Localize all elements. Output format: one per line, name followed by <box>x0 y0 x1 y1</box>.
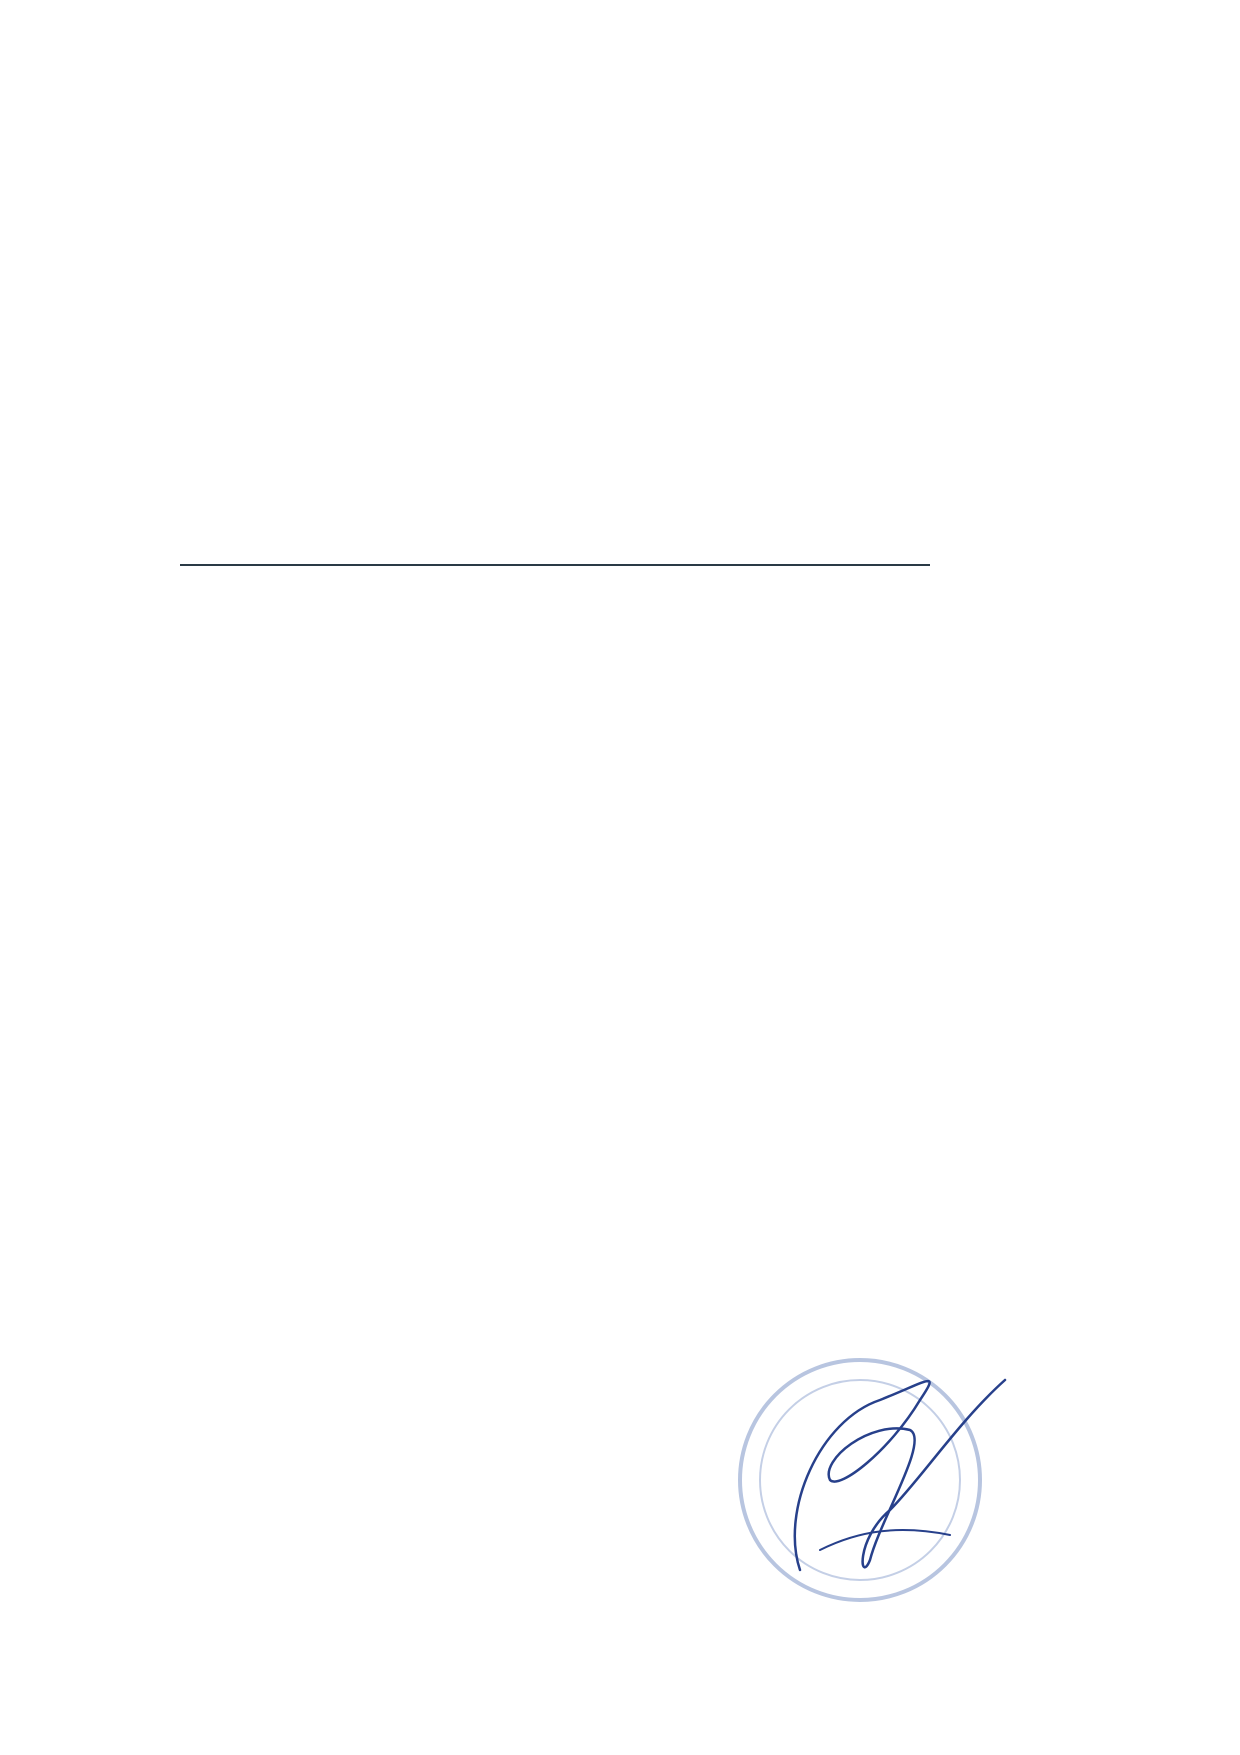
title-divider <box>180 564 930 566</box>
letter-body <box>176 696 1076 728</box>
company-logo-mark <box>80 160 480 320</box>
handwritten-signature <box>760 1360 1020 1580</box>
